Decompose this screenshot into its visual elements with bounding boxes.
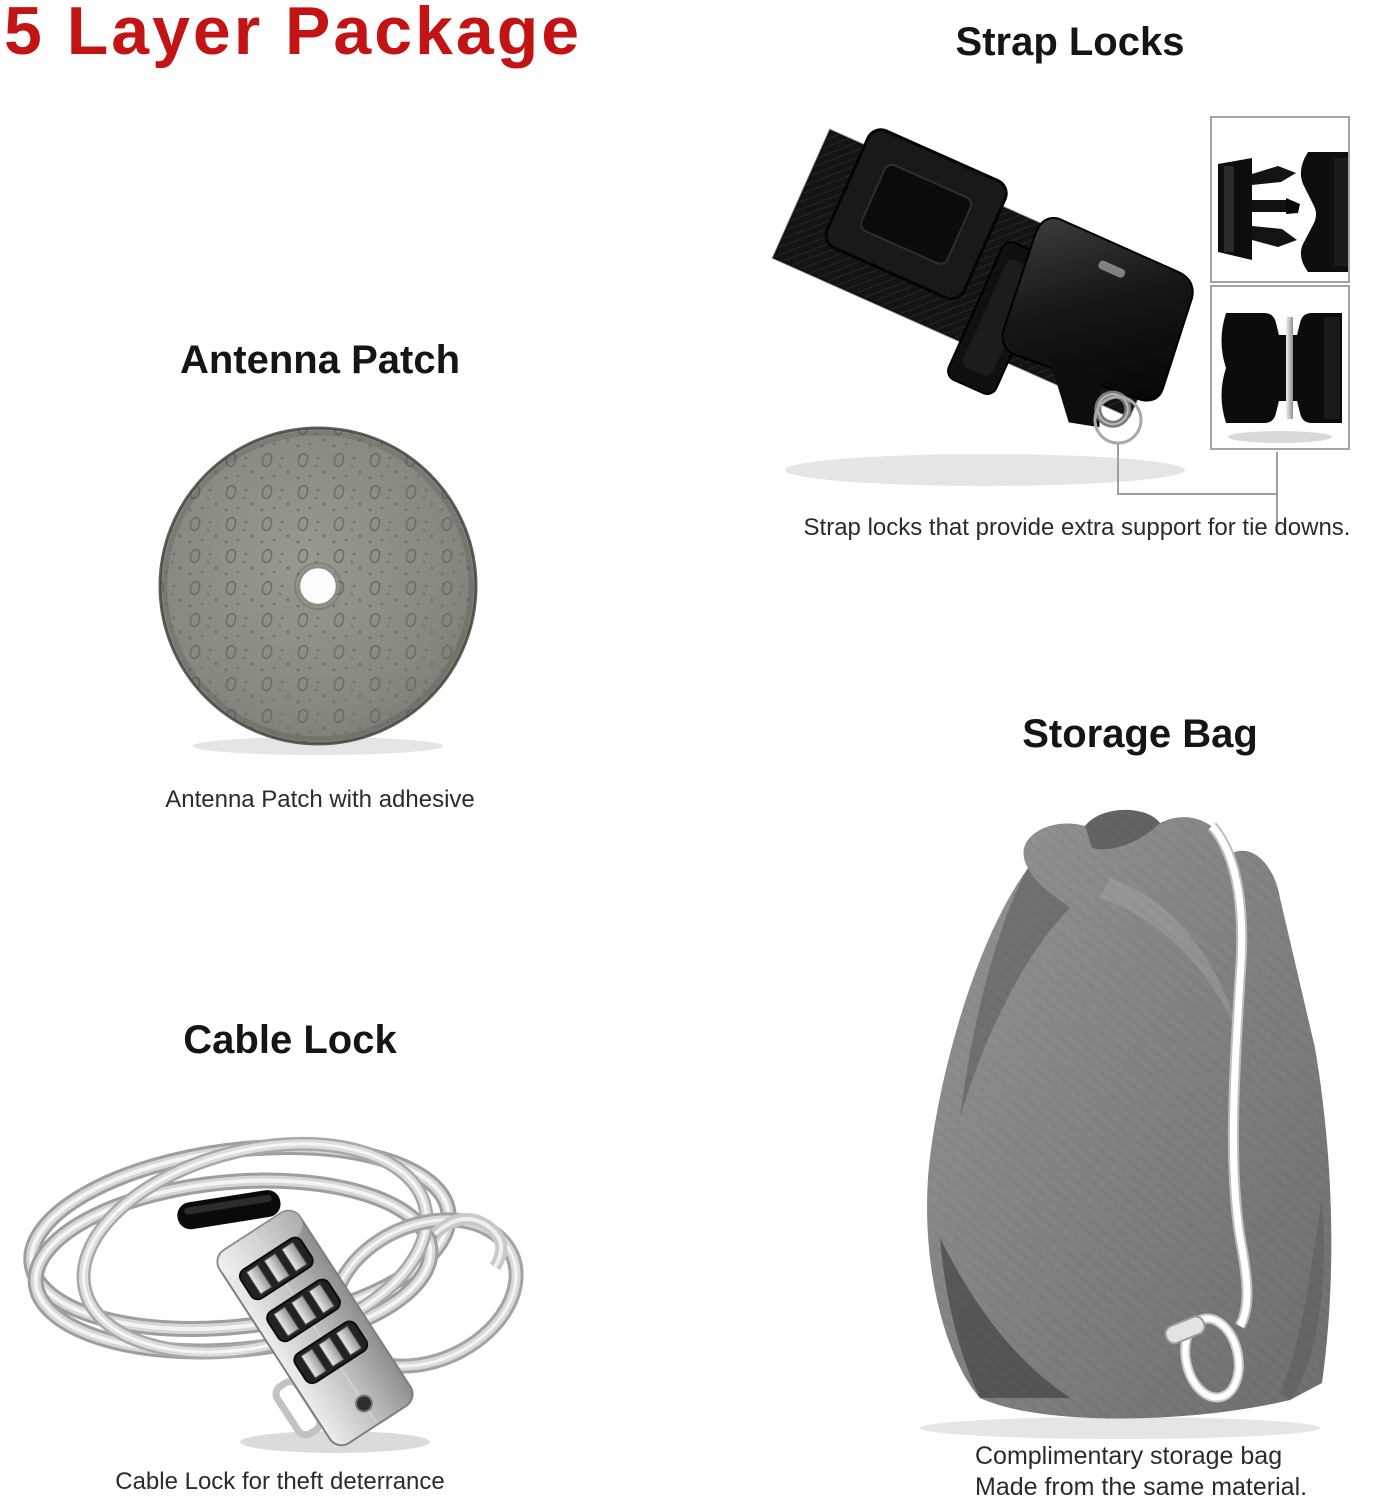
antenna-patch-photo (150, 420, 486, 760)
buckle-unclipped-photo (1212, 118, 1348, 281)
page-title: 5 Layer Package (4, 0, 583, 69)
storage-bag-caption-line1: Complimentary storage bag (975, 1442, 1283, 1470)
cable-lock-heading: Cable Lock (183, 1018, 397, 1062)
cable-lock-photo (5, 1088, 560, 1460)
strap-inset-bottom-box (1210, 285, 1350, 450)
cable-lock-caption: Cable Lock for theft deterrance (115, 1468, 445, 1495)
storage-bag-caption (975, 1441, 1375, 1500)
strap-locks-heading: Strap Locks (955, 20, 1185, 64)
storage-bag-photo (860, 798, 1380, 1442)
patch-center-hole (299, 567, 337, 605)
strap-inset-top-box (1210, 116, 1350, 283)
strap-locks-caption: Strap locks that provide extra support for tie downs. (803, 514, 1351, 541)
storage-bag-caption-line2: Made from the same material. (975, 1473, 1308, 1500)
antenna-patch-heading: Antenna Patch (179, 338, 461, 382)
buckle-clipped-photo (1212, 287, 1348, 448)
storage-bag-heading: Storage Bag (1022, 712, 1258, 756)
antenna-patch-caption: Antenna Patch with adhesive (165, 786, 475, 813)
